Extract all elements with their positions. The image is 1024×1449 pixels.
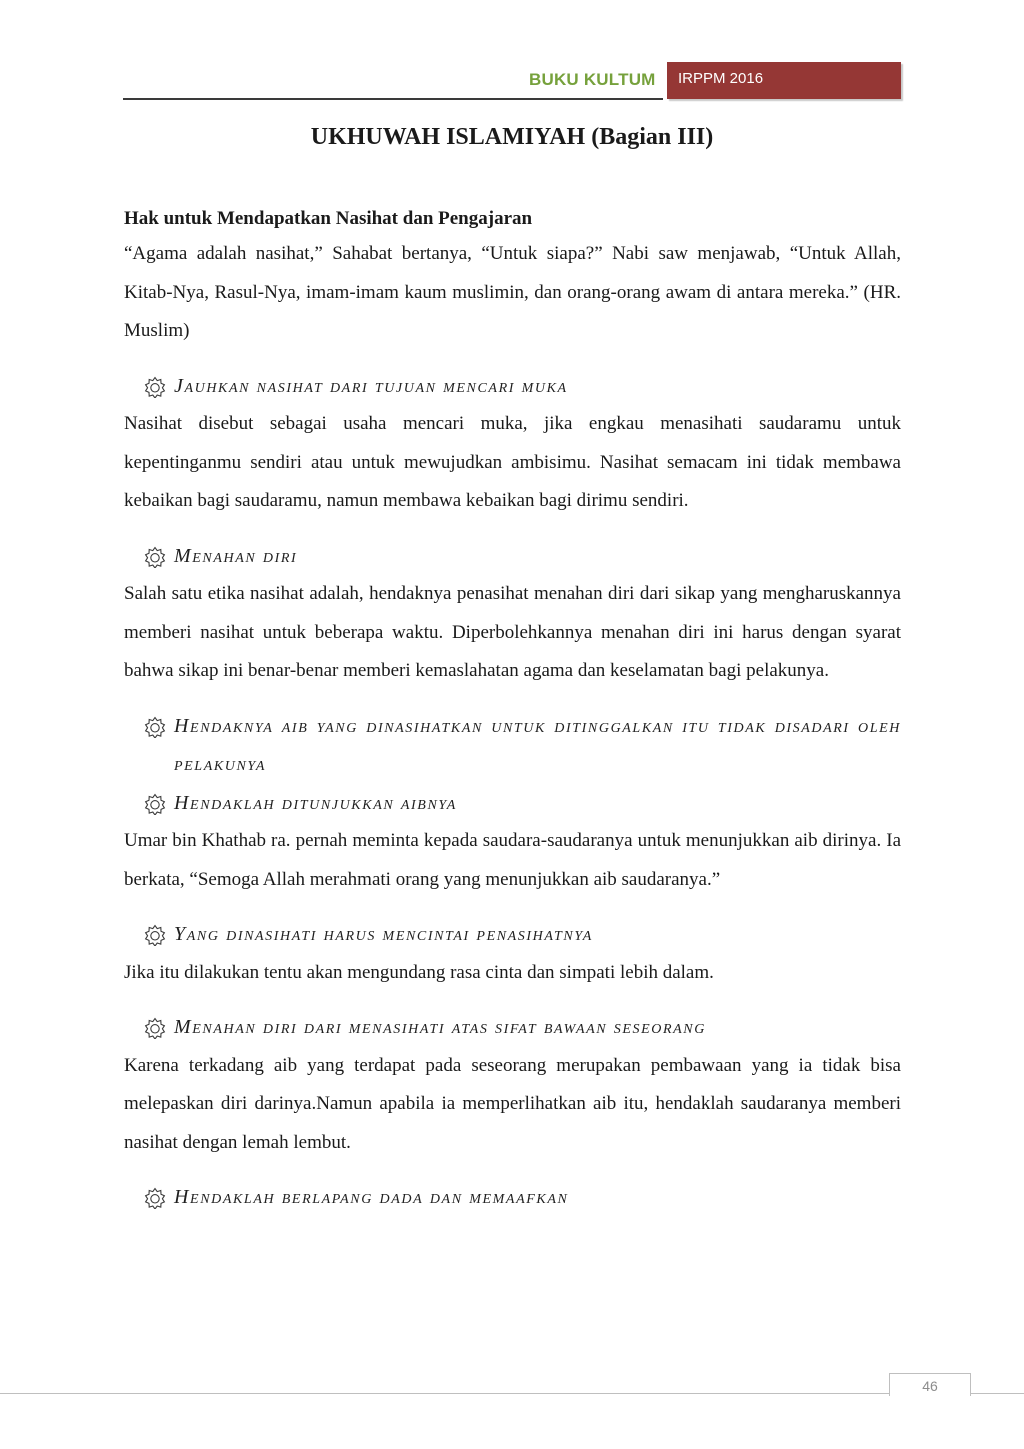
page-title: UKHUWAH ISLAMIYAH (Bagian III) [310, 124, 714, 150]
gear-flower-icon [144, 716, 166, 738]
intro-paragraph: “Agama adalah nasihat,” Sahabat bertanya, “Untuk siapa?” Nabi saw menjawab, “Untuk Allah, Kitab-Nya, Rasul-Nya, imam-imam kaum muslimin, dan orang-orang awam di antara mereka.” (HR. Muslim) [124, 243, 901, 341]
item-body: Karena terkadang aib yang terdapat pada seseorang merupakan pembawaan yang ia tidak bisa melepaskan diri darinya.Namun apabila ia memperlihatkan aib itu, hendaklah saudaranya memberi nasihat dengan lemah lembut. [124, 1054, 901, 1153]
item-body: Umar bin Khathab ra. pernah meminta kepada saudara-saudaranya untuk menunjukkan aib dirinya. Ia berkata, “Semoga Allah merahmati orang yang menunjukkan aib saudaranya.” [124, 830, 901, 890]
item-heading [124, 367, 901, 406]
item-heading-label: Menahan diri [174, 544, 298, 567]
gear-flower-icon [144, 1017, 166, 1039]
item-heading [124, 1008, 901, 1047]
section-heading: Hak untuk Mendapatkan Nasihat dan Pengajaran [124, 208, 533, 229]
item-heading-label: Jauhkan nasihat dari tujuan mencari muka [174, 374, 568, 397]
header-book-title: BUKU KULTUM [529, 70, 656, 89]
item-heading-label: Yang dinasihati harus mencintai penasihatnya [174, 923, 593, 945]
header-badge-label: IRPPM 2016 [678, 70, 764, 87]
item-heading-label: Menahan diri dari menasihati atas sifat bawaan seseorang [174, 1016, 706, 1038]
item-heading-label: Hendaklah berlapang dada dan memaafkan [174, 1186, 569, 1208]
item-heading [124, 707, 901, 784]
gear-flower-icon [144, 1187, 166, 1209]
item-body: Nasihat disebut sebagai usaha mencari muka, jika engkau menasihati saudaramu untuk kepentinganmu sendiri atau untuk mewujudkan ambisimu. Nasihat semacam ini tidak membawa kebaikan bagi saudaramu, namun membawa kebaikan bagi dirimu sendiri. [124, 413, 901, 511]
item-heading-label: Hendaknya aib yang dinasihatkan untuk ditinggalkan itu tidak disadari oleh pelakunya [174, 714, 901, 775]
item-heading-label: Hendaklah ditunjukkan aibnya [174, 791, 457, 814]
item-heading [124, 1178, 901, 1217]
footer-rule [0, 1393, 1024, 1394]
gear-flower-icon [144, 376, 166, 398]
page-number: 46 [922, 1378, 938, 1394]
item-body: Salah satu etika nasihat adalah, hendaknya penasihat menahan diri dari sikap yang mengharuskannya memberi nasihat untuk beberapa waktu. Diperbolehkannya menahan diri ini harus dengan syarat bahwa sikap ini benar-benar memberi kemaslahatan agama dan keselamatan bagi pelakunya. [124, 583, 901, 681]
gear-flower-icon [144, 924, 166, 946]
item-heading [124, 915, 901, 954]
gear-flower-icon [144, 793, 166, 815]
item-heading [124, 537, 901, 576]
document-body [124, 205, 901, 1217]
header-rule [123, 98, 663, 100]
item-heading [124, 784, 901, 823]
gear-flower-icon [144, 546, 166, 568]
item-body: Jika itu dilakukan tentu akan mengundang rasa cinta dan simpati lebih dalam. [124, 961, 714, 983]
